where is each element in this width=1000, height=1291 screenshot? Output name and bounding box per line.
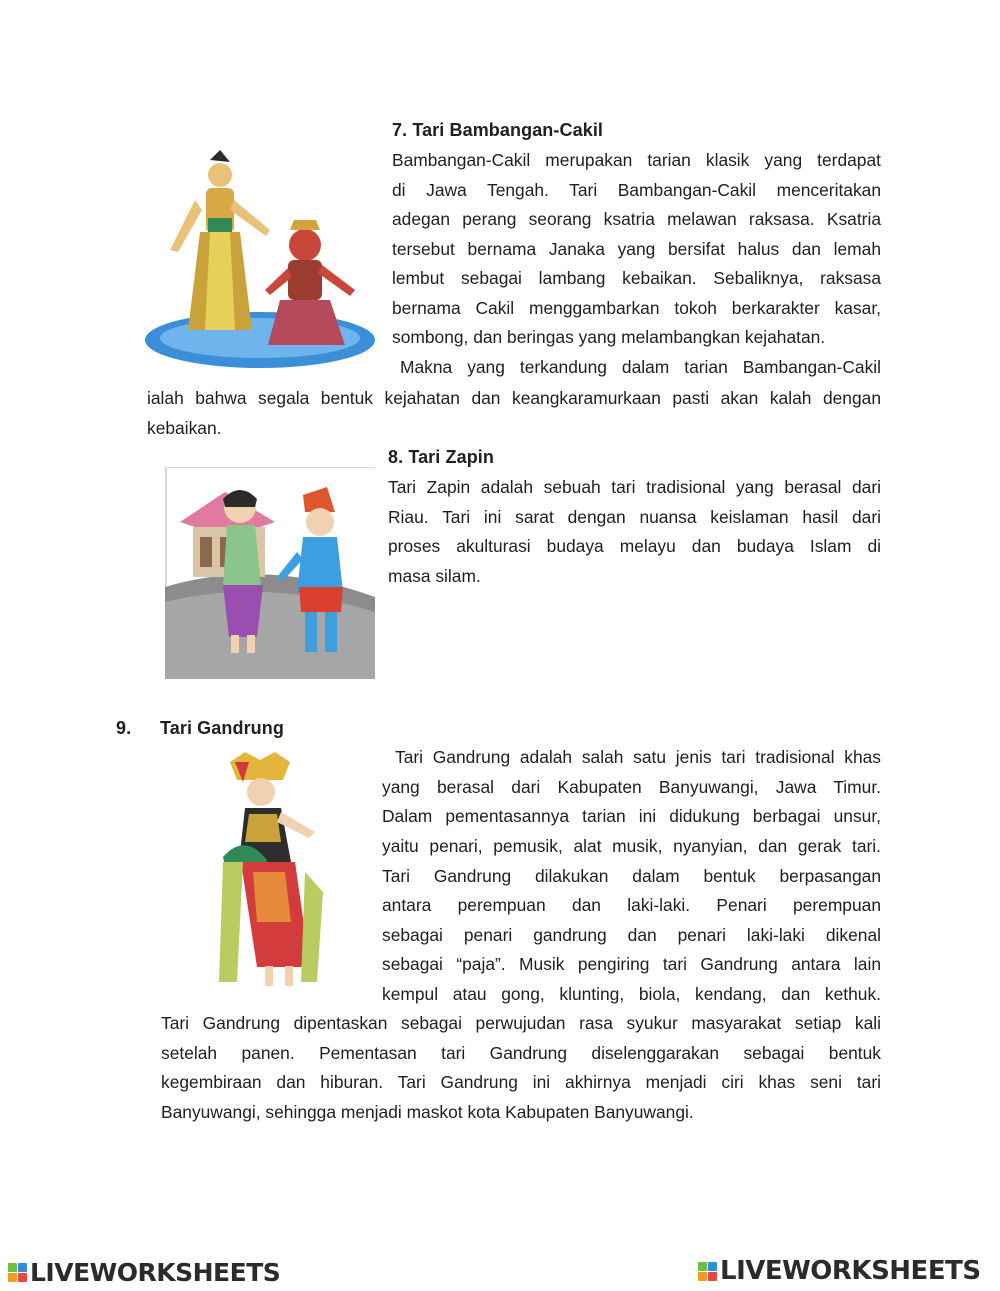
section9-line: Tari Gandrung dilakukan dalam bentuk berpasangan xyxy=(382,866,881,886)
section7-line: bernama Cakil menggambarkan tokoh berkarakter kasar, xyxy=(392,298,881,318)
logo-square xyxy=(708,1262,717,1271)
liveworksheets-mark-icon xyxy=(698,1262,717,1281)
logo-square xyxy=(18,1273,27,1282)
section7-line: Makna yang terkandung dalam tarian Bambangan-Cakil xyxy=(400,357,881,377)
section8-line: Riau. Tari ini sarat dengan nuansa keislaman hasil dari xyxy=(388,507,881,527)
liveworksheets-logo-right[interactable] xyxy=(698,1256,981,1286)
section9-line: sebagai “paja”. Musik pengiring tari Gandrung antara lain xyxy=(382,954,881,974)
section8-heading: 8. Tari Zapin xyxy=(388,447,494,467)
liveworksheets-logo-left[interactable] xyxy=(8,1258,280,1287)
section9-line: setelah panen. Pementasan tari Gandrung diselenggarakan sebagai bentuk xyxy=(161,1043,881,1063)
logo-square xyxy=(8,1263,17,1272)
section9-number: 9. xyxy=(116,718,132,738)
section8-line: masa silam. xyxy=(388,566,481,586)
section8-line: proses akulturasi budaya melayu dan budaya Islam di xyxy=(388,536,881,556)
logo-square xyxy=(708,1272,717,1281)
section9-line: sebagai penari gandrung dan penari laki-laki dikenal xyxy=(382,925,881,945)
liveworksheets-mark-icon xyxy=(8,1263,27,1282)
section7-line: lembut sebagai lambang kebaikan. Sebaliknya, raksasa xyxy=(392,268,881,288)
logo-square xyxy=(8,1273,17,1282)
section9-line: yaitu penari, pemusik, alat musik, nyanyian, dan gerak tari. xyxy=(382,836,881,856)
section7-line: Bambangan-Cakil merupakan tarian klasik yang terdapat xyxy=(392,150,881,170)
gandrung-illustration xyxy=(205,752,335,992)
section7-line: di Jawa Tengah. Tari Bambangan-Cakil menceritakan xyxy=(392,180,881,200)
logo-square xyxy=(698,1272,707,1281)
section8-line: Tari Zapin adalah sebuah tari tradisional yang berasal dari xyxy=(388,477,881,497)
section7-heading: 7. Tari Bambangan-Cakil xyxy=(392,120,604,140)
section7-line: ialah bahwa segala bentuk kejahatan dan keangkaramurkaan pasti akan kalah dengan xyxy=(147,388,881,408)
section9-line: antara perempuan dan laki-laki. Penari perempuan xyxy=(382,895,881,915)
logo-square xyxy=(698,1262,707,1271)
logo-square xyxy=(18,1263,27,1272)
section7-line: sombong, dan beringas yang melambangkan kejahatan. xyxy=(392,327,826,347)
logo-text: LIVEWORKSHEETS xyxy=(30,1258,281,1287)
logo-text: LIVEWORKSHEETS xyxy=(720,1256,981,1286)
zapin-illustration xyxy=(165,467,375,679)
section9-line: Tari Gandrung dipentaskan sebagai perwujudan rasa syukur masyarakat setiap kali xyxy=(161,1013,881,1033)
section9-heading: Tari Gandrung xyxy=(160,718,284,738)
section7-line: adegan perang seorang ksatria melawan raksasa. Ksatria xyxy=(392,209,881,229)
section9-line: kegembiraan dan hiburan. Tari Gandrung ini akhirnya menjadi ciri khas seni tari xyxy=(161,1072,881,1092)
section9-line: Tari Gandrung adalah salah satu jenis tari tradisional khas xyxy=(395,747,881,767)
section7-line: tersebut bernama Janaka yang bersifat halus dan lemah xyxy=(392,239,881,259)
section9-line: Banyuwangi, sehingga menjadi maskot kota Kabupaten Banyuwangi. xyxy=(161,1102,694,1122)
section9-line: yang berasal dari Kabupaten Banyuwangi, Jawa Timur. xyxy=(382,777,881,797)
section9-line: Dalam pementasannya tarian ini didukung berbagai unsur, xyxy=(382,806,881,826)
bambangan-cakil-illustration xyxy=(140,140,380,370)
section7-line: kebaikan. xyxy=(147,418,222,438)
section9-line: kempul atau gong, klunting, biola, kendang, dan kethuk. xyxy=(382,984,881,1004)
